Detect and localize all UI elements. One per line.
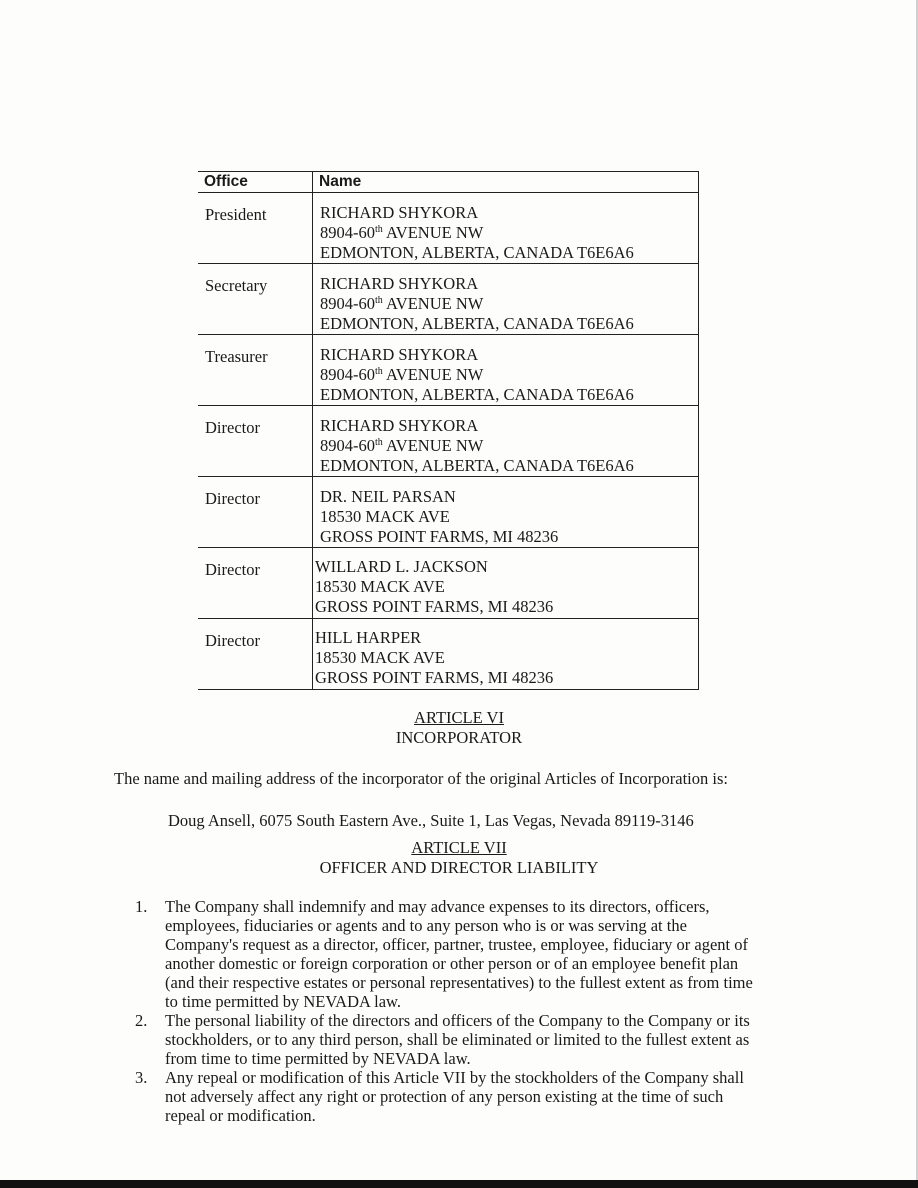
item-number: 1. <box>135 897 148 916</box>
item-line: employees, fiduciaries or agents and to any person who is or was serving at the <box>165 916 687 935</box>
person-name: DR. NEIL PARSAN <box>320 487 456 506</box>
item-line: from time to time permitted by NEVADA law. <box>165 1049 471 1068</box>
person-name: WILLARD L. JACKSON <box>315 557 488 576</box>
item-line: The Company shall indemnify and may advance expenses to its directors, officers, <box>165 897 710 916</box>
list-item <box>135 897 795 1011</box>
person-name: RICHARD SHYKORA <box>320 274 479 293</box>
name-address-cell <box>313 548 699 619</box>
liability-list <box>135 897 795 1125</box>
table-row <box>198 619 699 690</box>
incorporator-address: Doug Ansell, 6075 South Eastern Ave., Suite 1, Las Vegas, Nevada 89119-3146 <box>168 811 694 830</box>
item-line: Company's request as a director, officer, partner, trustee, employee, fiduciary or agent of <box>165 935 749 954</box>
article-vi-heading <box>0 708 918 748</box>
table-row <box>198 406 699 477</box>
name-address-cell <box>313 264 699 335</box>
item-line: stockholders, or to any third person, shall be eliminated or limited to the fullest extent as <box>165 1030 750 1049</box>
street-address: 18530 MACK AVE <box>315 577 445 596</box>
table-row <box>198 335 699 406</box>
table-row <box>198 477 699 548</box>
office-cell: Secretary <box>198 264 313 335</box>
office-cell: Treasurer <box>198 335 313 406</box>
street-address: 8904-60th AVENUE NW <box>320 365 484 384</box>
item-number: 3. <box>135 1068 148 1087</box>
street-address: 8904-60th AVENUE NW <box>320 436 484 455</box>
office-cell: Director <box>198 548 313 619</box>
city-address: GROSS POINT FARMS, MI 48236 <box>320 527 559 546</box>
item-line: (and their respective estates or personal representatives) to the fullest extent as from time <box>165 973 753 992</box>
name-address-cell <box>313 335 699 406</box>
item-line: not adversely affect any right or protection of any person existing at the time of such <box>165 1087 724 1106</box>
table-header-row <box>198 172 699 193</box>
office-cell: President <box>198 193 313 264</box>
person-name: RICHARD SHYKORA <box>320 203 479 222</box>
name-address-cell <box>313 619 699 690</box>
city-address: EDMONTON, ALBERTA, CANADA T6E6A6 <box>320 314 634 333</box>
city-address: EDMONTON, ALBERTA, CANADA T6E6A6 <box>320 456 634 475</box>
list-item <box>135 1011 795 1068</box>
office-column-header: Office <box>198 172 313 193</box>
person-name: RICHARD SHYKORA <box>320 345 479 364</box>
article-vii-subtitle: OFFICER AND DIRECTOR LIABILITY <box>319 858 599 877</box>
item-line: another domestic or foreign corporation or other person or of an employee benefit plan <box>165 954 739 973</box>
office-cell: Director <box>198 406 313 477</box>
person-name: HILL HARPER <box>315 628 422 647</box>
street-address: 18530 MACK AVE <box>320 507 450 526</box>
table-row <box>198 193 699 264</box>
scan-bottom-border <box>0 1180 918 1188</box>
article-vii-title: ARTICLE VII <box>411 838 507 857</box>
city-address: EDMONTON, ALBERTA, CANADA T6E6A6 <box>320 243 634 262</box>
item-line: Any repeal or modification of this Article VII by the stockholders of the Company shall <box>165 1068 744 1087</box>
office-cell: Director <box>198 619 313 690</box>
name-address-cell <box>313 477 699 548</box>
item-line: The personal liability of the directors and officers of the Company to the Company or its <box>165 1011 750 1030</box>
city-address: EDMONTON, ALBERTA, CANADA T6E6A6 <box>320 385 634 404</box>
table-row <box>198 548 699 619</box>
item-number: 2. <box>135 1011 148 1030</box>
table-row <box>198 264 699 335</box>
list-item <box>135 1068 795 1125</box>
street-address: 8904-60th AVENUE NW <box>320 294 484 313</box>
article-vi-title: ARTICLE VI <box>414 708 504 727</box>
office-cell: Director <box>198 477 313 548</box>
item-line: repeal or modification. <box>165 1106 316 1125</box>
city-address: GROSS POINT FARMS, MI 48236 <box>315 597 554 616</box>
incorporator-intro: The name and mailing address of the incorporator of the original Articles of Incorporation is: <box>114 769 728 788</box>
person-name: RICHARD SHYKORA <box>320 416 479 435</box>
name-column-header: Name <box>313 172 699 193</box>
name-address-cell <box>313 193 699 264</box>
officer-director-table <box>198 171 699 690</box>
street-address: 18530 MACK AVE <box>315 648 445 667</box>
city-address: GROSS POINT FARMS, MI 48236 <box>315 668 554 687</box>
article-vi-subtitle: INCORPORATOR <box>395 728 523 747</box>
name-address-cell <box>313 406 699 477</box>
item-line: to time permitted by NEVADA law. <box>165 992 402 1011</box>
article-vii-heading <box>0 838 918 878</box>
street-address: 8904-60th AVENUE NW <box>320 223 484 242</box>
